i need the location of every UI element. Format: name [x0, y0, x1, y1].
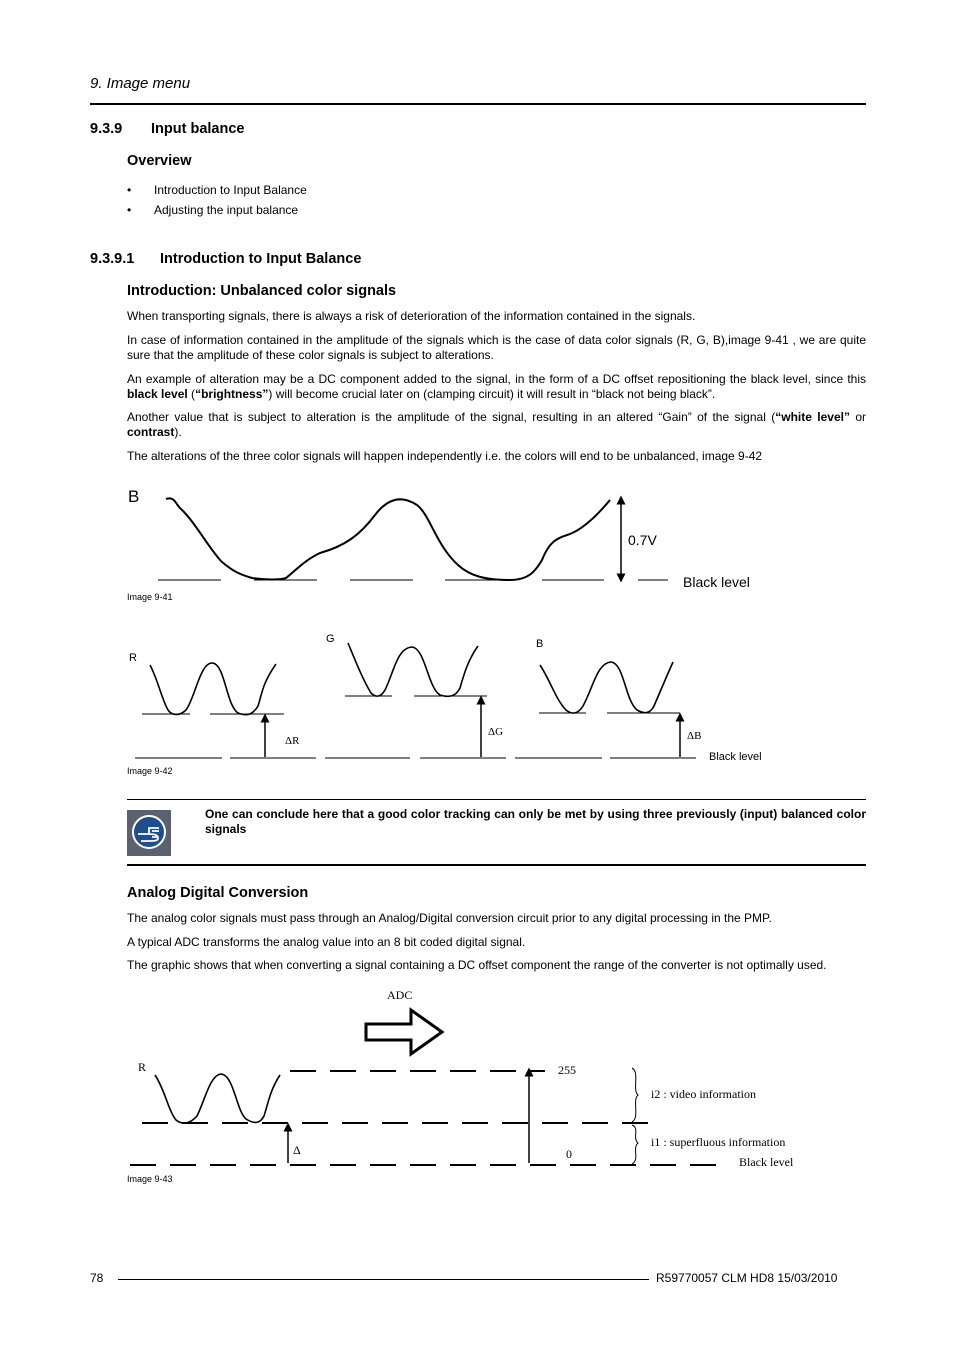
- fig43-i1-label: i1 : superfluous information: [651, 1135, 786, 1149]
- figure-9-43: [130, 1010, 730, 1165]
- fig41-amplitude-label: 0.7V: [628, 532, 657, 548]
- fig43-0-label: 0: [566, 1147, 572, 1161]
- g-signal-waveform: [348, 643, 478, 696]
- fig43-black-level-label: Black level: [739, 1155, 794, 1169]
- fig41-channel-label: B: [128, 487, 140, 506]
- subsection-title: Introduction to Input Balance: [160, 251, 362, 267]
- overview-heading: Overview: [127, 153, 192, 169]
- fig43-adc-label: ADC: [387, 988, 413, 1002]
- blue-signal-waveform: [166, 498, 610, 580]
- section-title: Input balance: [151, 121, 245, 137]
- section-number: 9.3.9: [90, 121, 123, 137]
- fig43-caption: Image 9-43: [127, 1174, 173, 1184]
- r-signal-waveform: [150, 663, 276, 715]
- intro-paragraph-2: In case of information contained in the amplitude of the signals which is the case of data color signals (R, G, B),image 9-41 , we are quite sure that the amplitude of these color signals is subject to alterations.: [127, 333, 866, 362]
- pointing-hand-icon: [127, 810, 171, 856]
- fig41-caption: Image 9-41: [127, 592, 173, 602]
- intro-paragraph-4: Another value that is subject to alteration is the amplitude of the signal, resulting in an altered “Gain” of the signal (“white level” or contrast).: [127, 410, 866, 439]
- page-number: 78: [90, 1271, 104, 1285]
- figure-9-42: [135, 643, 696, 758]
- overview-item-label: Adjusting the input balance: [154, 203, 299, 217]
- i1-brace: [632, 1125, 638, 1164]
- note-text: One can conclude here that a good color tracking can only be met by using three previously (input) balanced color signals: [205, 807, 866, 836]
- intro-paragraph-3: An example of alteration may be a DC component added to the signal, in the form of a DC offset repositioning the black level, since this black level (“brightness”) will become crucial later on (clamping circuit) it will result in “black not being black”.: [127, 372, 866, 401]
- figure-9-41: [158, 498, 668, 580]
- b-signal-waveform: [540, 662, 673, 713]
- overview-item[interactable]: • Introduction to Input Balance: [127, 183, 307, 197]
- adc-arrow-icon: [366, 1010, 442, 1054]
- fig42-caption: Image 9-42: [127, 766, 173, 776]
- fig42-b-label: B: [536, 638, 544, 650]
- adc-heading: Analog Digital Conversion: [127, 885, 309, 901]
- subsection-number: 9.3.9.1: [90, 251, 135, 267]
- adc-paragraph-3: The graphic shows that when converting a signal containing a DC offset component the range of the converter is not optimally used.: [127, 958, 827, 972]
- footer-rule: [118, 1279, 649, 1280]
- overview-item-label: Introduction to Input Balance: [154, 183, 307, 197]
- adc-paragraph-2: A typical ADC transforms the analog value into an 8 bit coded digital signal.: [127, 935, 526, 949]
- intro-paragraph-1: When transporting signals, there is always a risk of deterioration of the information contained in the signals.: [127, 309, 696, 323]
- i2-brace: [632, 1068, 638, 1122]
- fig42-black-level-label: Black level: [709, 751, 762, 763]
- fig42-delta-r-label: ΔR: [285, 735, 300, 747]
- fig42-delta-g-label: ΔG: [488, 726, 504, 738]
- fig42-g-label: G: [326, 633, 335, 645]
- note-top-rule: [127, 799, 866, 800]
- fig42-delta-b-label: ΔB: [687, 730, 702, 742]
- adc-paragraph-1: The analog color signals must pass through an Analog/Digital conversion circuit prior to any digital processing in the PMP.: [127, 911, 772, 925]
- note-bottom-rule: [127, 864, 866, 866]
- intro-heading: Introduction: Unbalanced color signals: [127, 283, 397, 299]
- intro-paragraph-5: The alterations of the three color signals will happen independently i.e. the colors will end to be unbalanced, image 9-42: [127, 449, 763, 463]
- r-offset-signal-waveform: [155, 1074, 280, 1123]
- fig43-r-label: R: [138, 1060, 147, 1074]
- document-reference: R59770057 CLM HD8 15/03/2010: [656, 1271, 838, 1285]
- chapter-header: 9. Image menu: [90, 75, 191, 92]
- fig43-i2-label: i2 : video information: [651, 1087, 756, 1101]
- fig43-255-label: 255: [558, 1063, 576, 1077]
- fig43-delta-label: Δ: [293, 1143, 301, 1157]
- overview-item[interactable]: • Adjusting the input balance: [127, 203, 299, 217]
- fig41-black-level-label: Black level: [683, 574, 750, 590]
- fig42-r-label: R: [129, 652, 137, 664]
